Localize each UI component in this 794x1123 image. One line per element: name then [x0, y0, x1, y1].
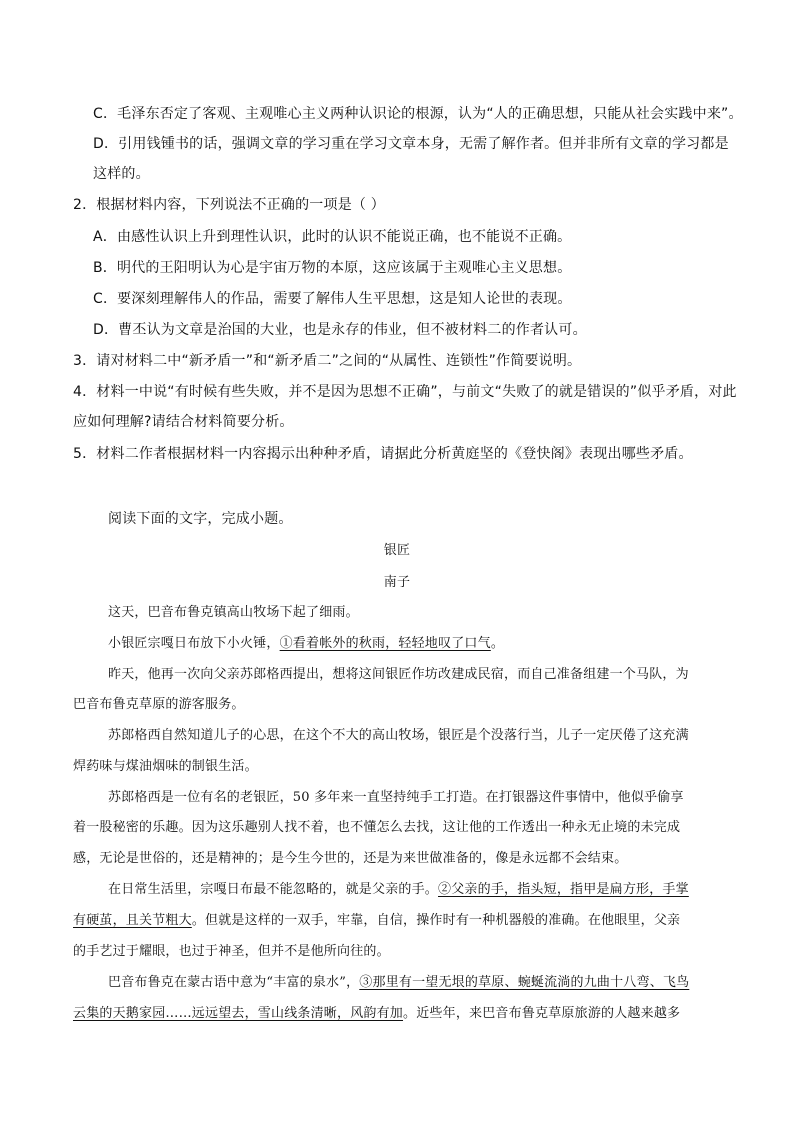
- paragraph-6-line3: 的手艺过于耀眼，也过于神圣，但并不是他所向往的。: [73, 944, 390, 959]
- paragraph-7-line2: [73, 1004, 680, 1024]
- story-author: 南子: [383, 575, 411, 590]
- q1-option-d-line2: 这样的。: [93, 166, 150, 182]
- story-title: 银匠: [383, 543, 411, 558]
- q4-line2: 应如何理解?请结合材料简要分析。: [73, 414, 294, 430]
- paragraph-7-line1: [108, 973, 689, 993]
- paragraph-6-line1: [108, 880, 689, 900]
- underlined-sentence-2-part1: ②父亲的手，指头短，指甲是扁方形，手掌: [438, 882, 689, 897]
- q2-stem: 2．根据材料内容，下列说法不正确的一项是（ ）: [73, 197, 385, 213]
- q5: 5．材料二作者根据材料一内容揭示出种种矛盾，请据此分析黄庭坚的《登快阁》表现出哪些矛盾。: [73, 446, 693, 462]
- paragraph-5-line1: 苏郎格西是一位有名的老银匠，50 多年来一直坚持纯手工打造。在打银器这件事情中，他似乎偷享: [108, 790, 684, 805]
- q4-line1: 4．材料一中说“有时候有些失败，并不是因为思想不正确”，与前文“失败了的就是错误的”似乎矛盾，对此: [73, 384, 737, 400]
- paragraph-4-line2: 焊药味与煤油烟味的制银生活。: [73, 759, 258, 774]
- q1-option-c: C．毛泽东否定了客观、主观唯心主义两种认识论的根源，认为“人的正确思想，只能从社会实践中来”。: [93, 106, 743, 122]
- q2-option-c: C．要深刻理解伟人的作品，需要了解伟人生平思想，这是知人论世的表现。: [93, 291, 572, 307]
- paragraph-3-line1: 昨天，他再一次向父亲苏郎格西提出，想将这间银匠作坊改建成民宿，而自己准备组建一个马队，为: [108, 667, 689, 682]
- paragraph-7-text: 巴音布鲁克在蒙古语中意为“丰富的泉水”，: [108, 975, 360, 990]
- paragraph-2: [108, 634, 504, 654]
- paragraph-5-line2: 着一股秘密的乐趣。因为这乐趣别人找不着，也不懂怎么去找，这让他的工作透出一种永无止境的未完成: [73, 820, 681, 835]
- q3: 3．请对材料二中“新矛盾一”和“新矛盾二”之间的“从属性、连锁性”作简要说明。: [73, 353, 582, 369]
- paragraph-3-line2: 巴音布鲁克草原的游客服务。: [73, 697, 245, 712]
- paragraph-7-line2-text: 。近些年，来巴音布鲁克草原旅游的人越来越多: [403, 1006, 681, 1021]
- underlined-sentence-2-part2: 有硬茧，且关节粗大: [73, 913, 192, 928]
- paragraph-6-text: 在日常生活里，宗嘎日布最不能忽略的，就是父亲的手。: [108, 882, 439, 897]
- q2-option-a: A．由感性认识上升到理性认识，此时的认识不能说正确，也不能说不正确。: [93, 229, 572, 245]
- q2-option-d: D．曹丕认为文章是治国的大业，也是永存的伟业，但不被材料二的作者认可。: [93, 322, 587, 338]
- paragraph-6-line2-text: 。但就是这样的一双手，牢靠，自信，操作时有一种机器般的准确。在他眼里，父亲: [191, 913, 681, 928]
- paragraph-2-end: 。: [490, 636, 505, 651]
- paragraph-4-line1: 苏郎格西自然知道儿子的心思，在这个不大的高山牧场，银匠是个没落行当，儿子一定厌倦了这充满: [108, 728, 689, 743]
- underlined-sentence-3-part2: 云集的天鹅家园……远远望去，雪山线条清晰，风韵有加: [73, 1006, 404, 1021]
- paragraph-6-line2: [73, 911, 680, 931]
- underlined-sentence-1: ①看着帐外的秋雨，轻轻地叹了口气: [279, 636, 491, 651]
- q1-option-d-line1: D．引用钱锺书的话，强调文章的学习重在学习文章本身，无需了解作者。但并非所有文章的学习都是: [93, 136, 729, 152]
- paragraph-2-text: 小银匠宗嘎日布放下小火锤，: [108, 636, 280, 651]
- reading-intro: 阅读下面的文字，完成小题。: [108, 511, 293, 527]
- underlined-sentence-3-part1: ③那里有一望无垠的草原、蜿蜒流淌的九曲十八弯、飞鸟: [359, 975, 690, 990]
- q2-option-b: B．明代的王阳明认为心是宇宙万物的本原，这应该属于主观唯心主义思想。: [93, 260, 572, 276]
- paragraph-1: 这天，巴音布鲁克镇高山牧场下起了细雨。: [108, 605, 359, 620]
- paragraph-5-line3: 感，无论是世俗的，还是精神的；是今生今世的，还是为来世做准备的，像是永远都不会结束。: [73, 851, 628, 866]
